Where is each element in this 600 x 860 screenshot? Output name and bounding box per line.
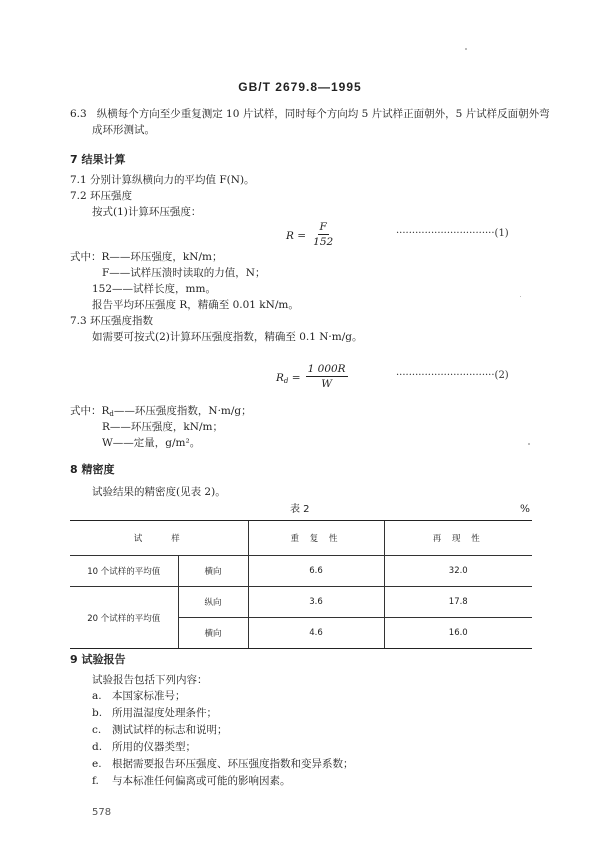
- clause-7-3-title: 7.3 环压强度指数: [70, 315, 154, 327]
- cell-repeatability: 6.6: [248, 556, 384, 587]
- where-line: R——环压强度，kN/m；: [102, 421, 223, 433]
- numerator: F: [319, 221, 327, 233]
- paragraph-line: 成环形测试。: [92, 124, 155, 136]
- equation-lhs: R =: [286, 230, 307, 242]
- section-6-3: [70, 106, 550, 123]
- cell-direction: 纵向: [178, 587, 248, 618]
- where-line: W——定量，g/m²。: [102, 437, 201, 449]
- where-line: 152——试样长度，mm。: [92, 283, 216, 295]
- denominator: 152: [313, 236, 334, 248]
- list-marker: e.: [92, 758, 102, 770]
- list-marker: a.: [92, 690, 102, 702]
- table-header-row: [70, 521, 532, 556]
- list-text: 根据需要报告环压强度、环压强度指数和变异系数；: [112, 758, 354, 770]
- clause-7-2-intro: 按式(1)计算环压强度：: [92, 206, 202, 218]
- precision-table: [70, 520, 532, 649]
- cell-sample: 10 个试样的平均值: [70, 556, 178, 587]
- list-item: [92, 739, 196, 756]
- section-number: 6.3: [70, 108, 87, 120]
- fraction: [311, 220, 335, 249]
- list-marker: b.: [92, 707, 103, 719]
- page-number: 578: [92, 807, 112, 818]
- cell-direction: 横向: [178, 618, 248, 649]
- paragraph-line: 纵横每个方向至少重复测定 10 片试样，同时每个方向均 5 片试样正面朝外，5 片试样反面朝外弯: [96, 108, 550, 120]
- cell-reproducibility: 16.0: [384, 618, 532, 649]
- list-text: 测试试样的标志和说明；: [112, 724, 228, 736]
- where-line: F——试样压溃时读取的力值，N；: [102, 267, 266, 279]
- scan-speck: [465, 48, 467, 50]
- list-text: 本国家标准号；: [112, 690, 186, 702]
- denominator: W: [321, 378, 332, 390]
- clause-7-1: 7.1 分别计算纵横向力的平均值 F(N)。: [70, 174, 255, 186]
- header-reproducibility: 再 现 性: [384, 521, 532, 556]
- report-line: 报告平均环压强度 R，精确至 0.01 kN/m。: [92, 299, 299, 311]
- table-unit: %: [520, 503, 530, 515]
- cell-reproducibility: 32.0: [384, 556, 532, 587]
- cell-reproducibility: 17.8: [384, 587, 532, 618]
- fraction: [306, 362, 348, 391]
- scan-speck: [520, 296, 521, 297]
- list-marker: f.: [92, 775, 99, 787]
- section-heading-9: 9 试验报告: [70, 653, 126, 666]
- list-item: [92, 756, 354, 773]
- list-item: [92, 688, 186, 705]
- list-text: 所用温湿度处理条件；: [112, 707, 217, 719]
- cell-sample: 20 个试样的平均值: [70, 587, 178, 649]
- list-text: 与本标准任何偏离或可能的影响因素。: [112, 775, 291, 787]
- cell-direction: 横向: [178, 556, 248, 587]
- scan-speck: [528, 443, 530, 445]
- equation-lhs: $R_d$ =: [276, 372, 301, 385]
- equation-1: [286, 220, 335, 249]
- list-marker: d.: [92, 741, 103, 753]
- table-row: [70, 587, 532, 618]
- numerator: 1 000R: [307, 363, 346, 375]
- list-item: [92, 722, 228, 739]
- clause-7-3-intro: 如需要可按式(2)计算环压强度指数，精确至 0.1 N·m/g。: [92, 331, 363, 343]
- table-row: [70, 556, 532, 587]
- list-text: 所用的仪器类型；: [112, 741, 196, 753]
- section-heading-8: 8 精密度: [70, 463, 115, 476]
- header-sample: 试 样: [70, 521, 248, 556]
- section-8-intro: 试验结果的精密度(见表 2)。: [92, 486, 226, 498]
- equation-number-1: ·······························(1): [396, 228, 509, 239]
- equation-2: [276, 362, 348, 391]
- standard-header: GB/T 2679.8—1995: [238, 80, 362, 94]
- where-line: 式中：R——环压强度，kN/m；: [70, 251, 223, 263]
- where-line: 式中：$R_d——$环压强度指数，N·m/g；: [70, 405, 252, 418]
- list-item: [92, 773, 291, 790]
- cell-repeatability: 3.6: [248, 587, 384, 618]
- header-repeatability: 重 复 性: [248, 521, 384, 556]
- table-title: 表 2: [290, 504, 310, 515]
- clause-7-2-title: 7.2 环压强度: [70, 190, 133, 202]
- list-item: [92, 705, 217, 722]
- cell-repeatability: 4.6: [248, 618, 384, 649]
- list-marker: c.: [92, 724, 102, 736]
- section-9-intro: 试验报告包括下列内容：: [92, 674, 208, 686]
- section-heading-7: 7 结果计算: [70, 153, 126, 166]
- equation-number-2: ·······························(2): [396, 370, 509, 381]
